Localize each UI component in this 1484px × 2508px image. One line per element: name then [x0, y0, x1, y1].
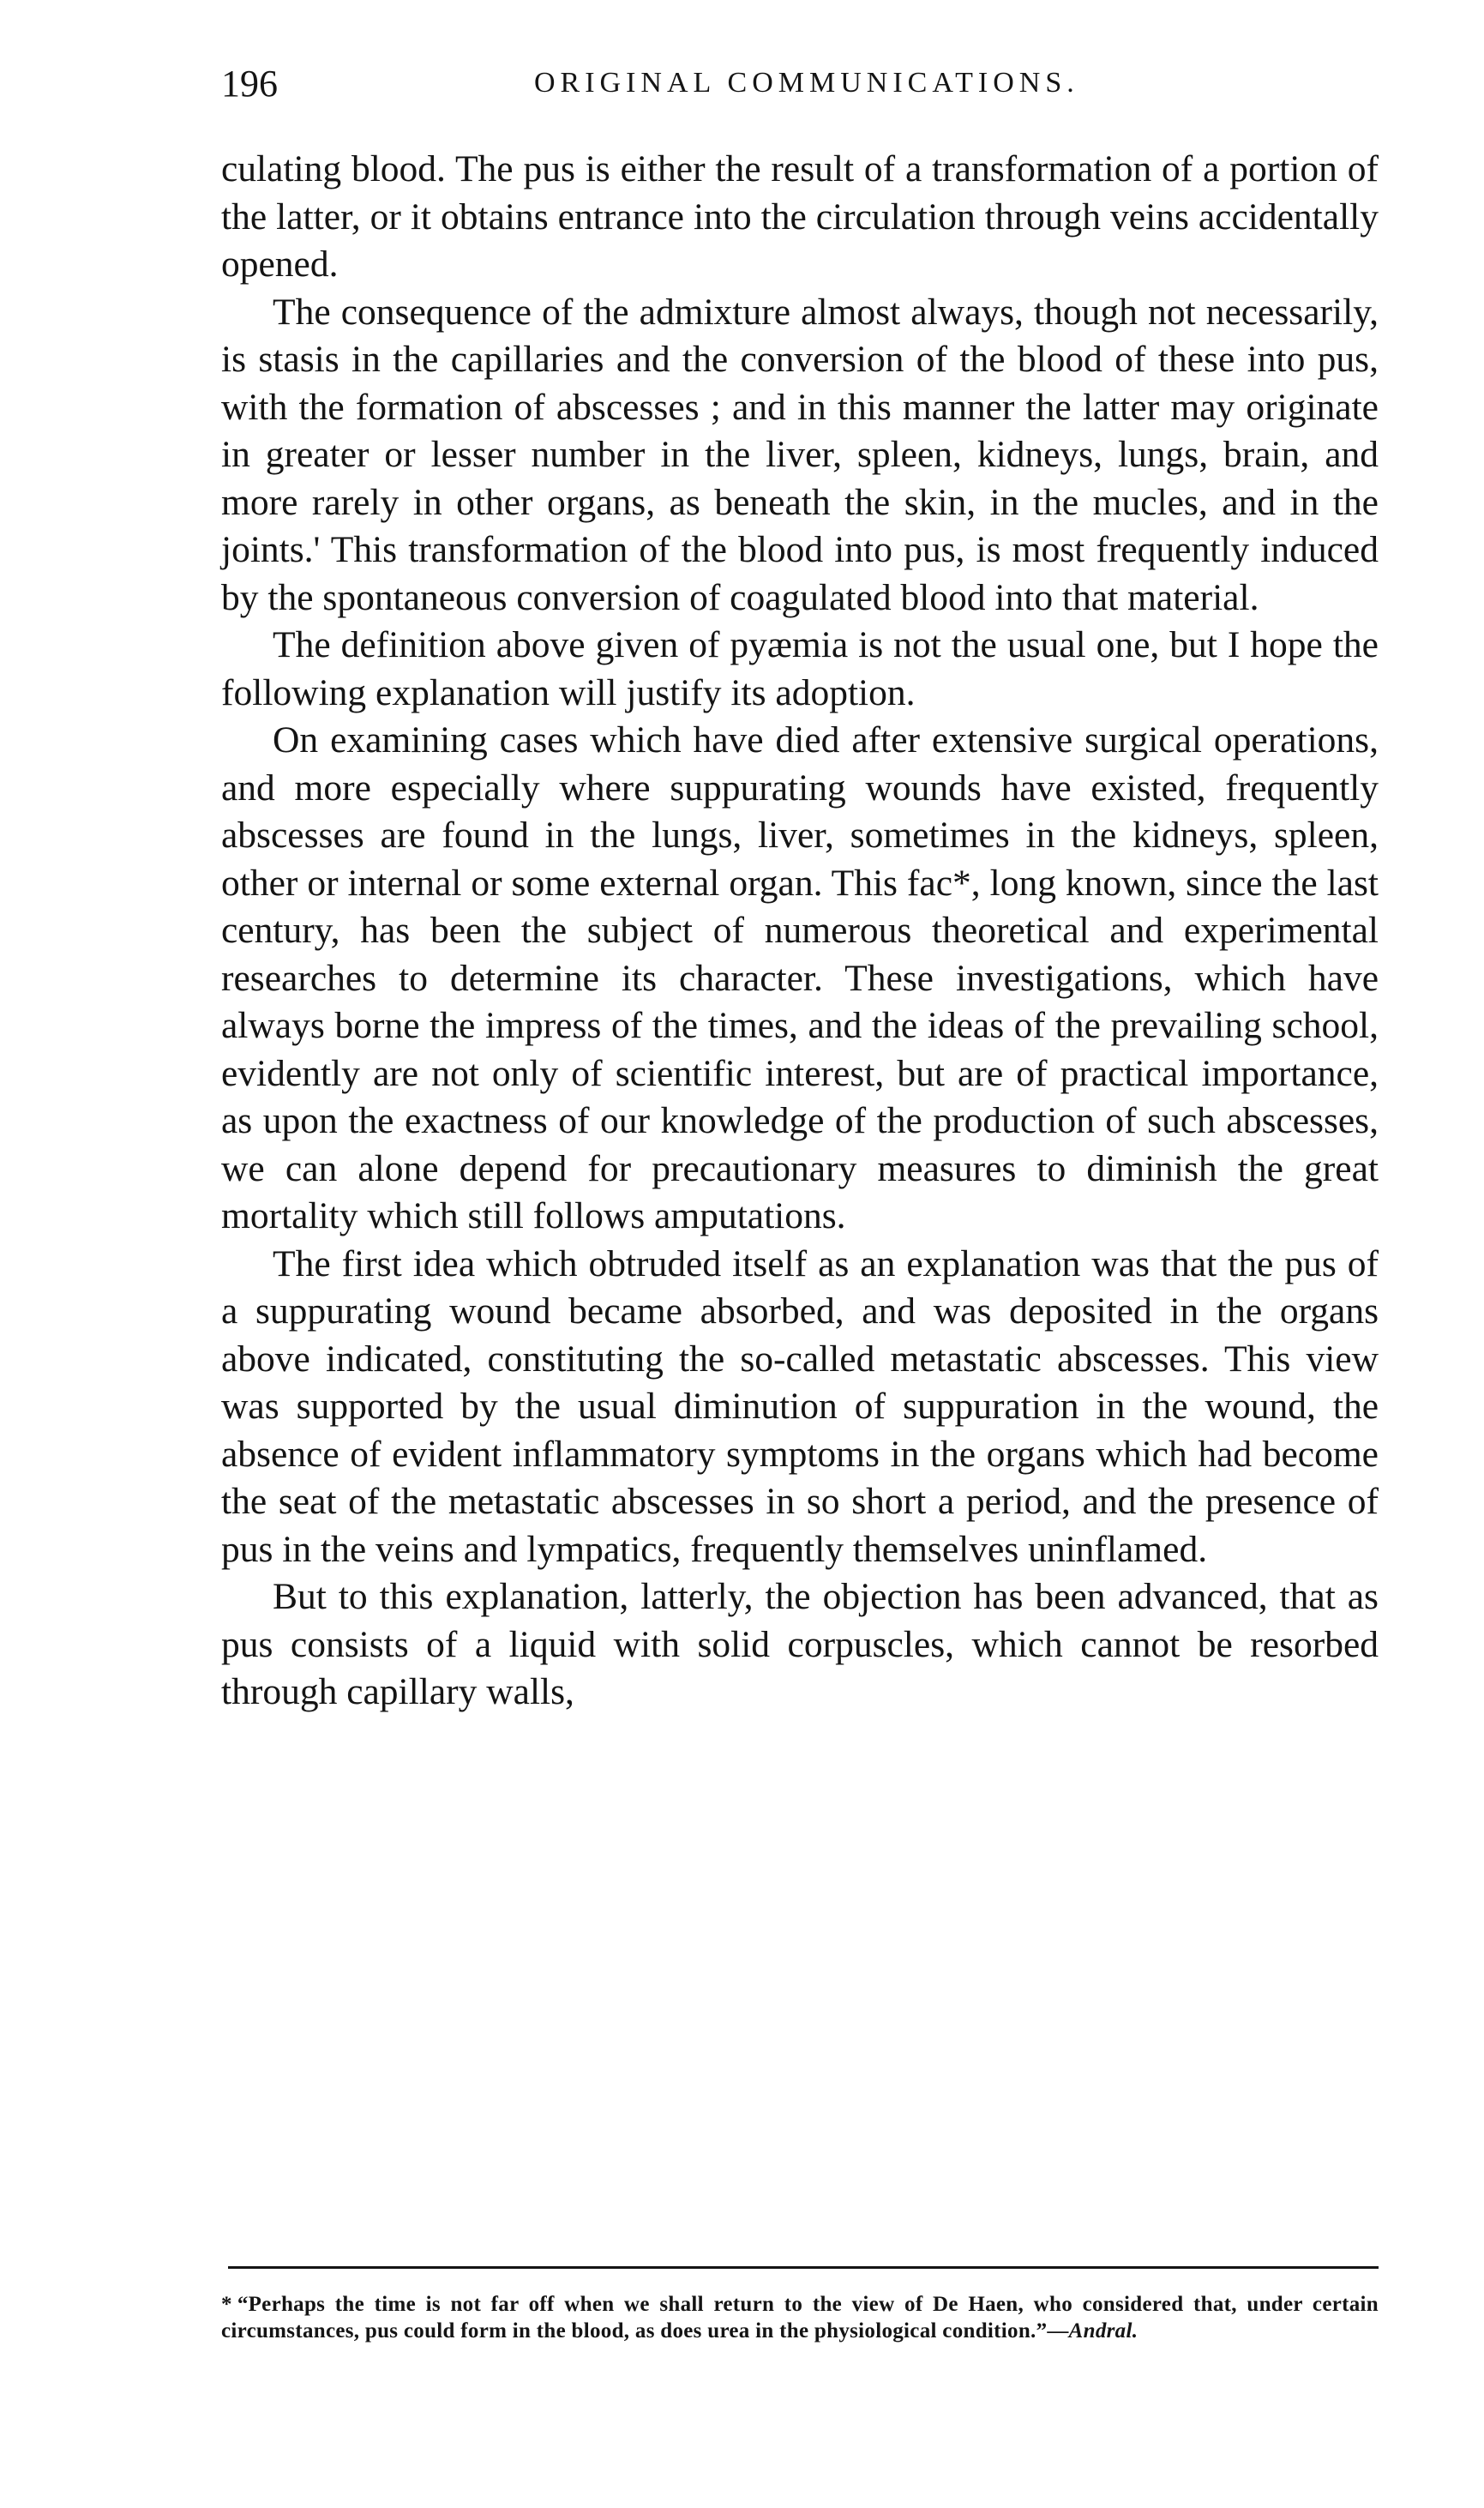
running-head — [221, 62, 1379, 113]
page-number: 196 — [221, 63, 278, 105]
paragraph: The definition above given of pyæmia is not the usual one, but I hope the following explanation will justify its adoption. — [221, 624, 1379, 713]
paragraph: On examining cases which have died after extensive surgical operations, and more especially where suppurating wounds have existed, frequently abscesses are found in the lungs, liver, sometimes in the kidneys, spleen, other or internal or some external organ. This fac*, long known, since the last century, has been the subject of numerous theoretical and experimental researches to determine its character. These investigations, which have always borne the impress of the times, and the ideas of the prevailing school, evidently are not only of scientific interest, but are of practical importance, as upon the exactness of our knowledge of the production of such abscesses, we can alone depend for precautionary measures to diminish the great mortality which still follows amputations. — [221, 719, 1379, 1236]
footnote-source: Andral. — [1068, 2319, 1139, 2343]
paragraph: The consequence of the admixture almost always, though not necessarily, is stasis in the capillaries and the conversion of the blood of these into pus, with the formation of abscesses ; and in this manner the latter may originate in greater or lesser number in the liver, spleen, kidneys, lungs, brain, and more rarely in other organs, as beneath the skin, in the mucles, and in the joints.' This transformation of the blood into pus, is most frequently induced by the spontaneous conversion of coagulated blood into that material. — [221, 291, 1379, 618]
footnote-marker: * — [221, 2293, 232, 2316]
running-title: ORIGINAL COMMUNICATIONS. — [534, 67, 1079, 99]
paragraph-continued: culating blood. The pus is either the result of a transformation of a portion of the latter, or it obtains entrance into the circulation through veins accidentally opened. — [221, 148, 1379, 285]
footnote-text: “Perhaps the time is not far off when we shall return to the view of De Haen, who considered that, under certain circumstances, pus could form in the blood, as does urea in the physiological condition.”— — [221, 2293, 1379, 2343]
paragraph: But to this explanation, latterly, the objection has been advanced, that as pus consists of a liquid with solid corpuscles, which cannot be resorbed through capillary walls, — [221, 1576, 1379, 1712]
footnote — [221, 2291, 1379, 2344]
paragraph: The first idea which obtruded itself as an explanation was that the pus of a suppurating wound became absorbed, and was deposited in the organs above indicated, constituting the so-called metastatic abscesses. This view was supported by the usual diminution of suppuration in the wound, the absence of evident inflammatory symptoms in the organs which had become the seat of the metastatic abscesses in so short a period, and the presence of pus in the veins and lympatics, frequently themselves uninflamed. — [221, 1242, 1379, 1570]
footnote-rule — [228, 2266, 1379, 2269]
body-text — [221, 146, 1379, 1717]
